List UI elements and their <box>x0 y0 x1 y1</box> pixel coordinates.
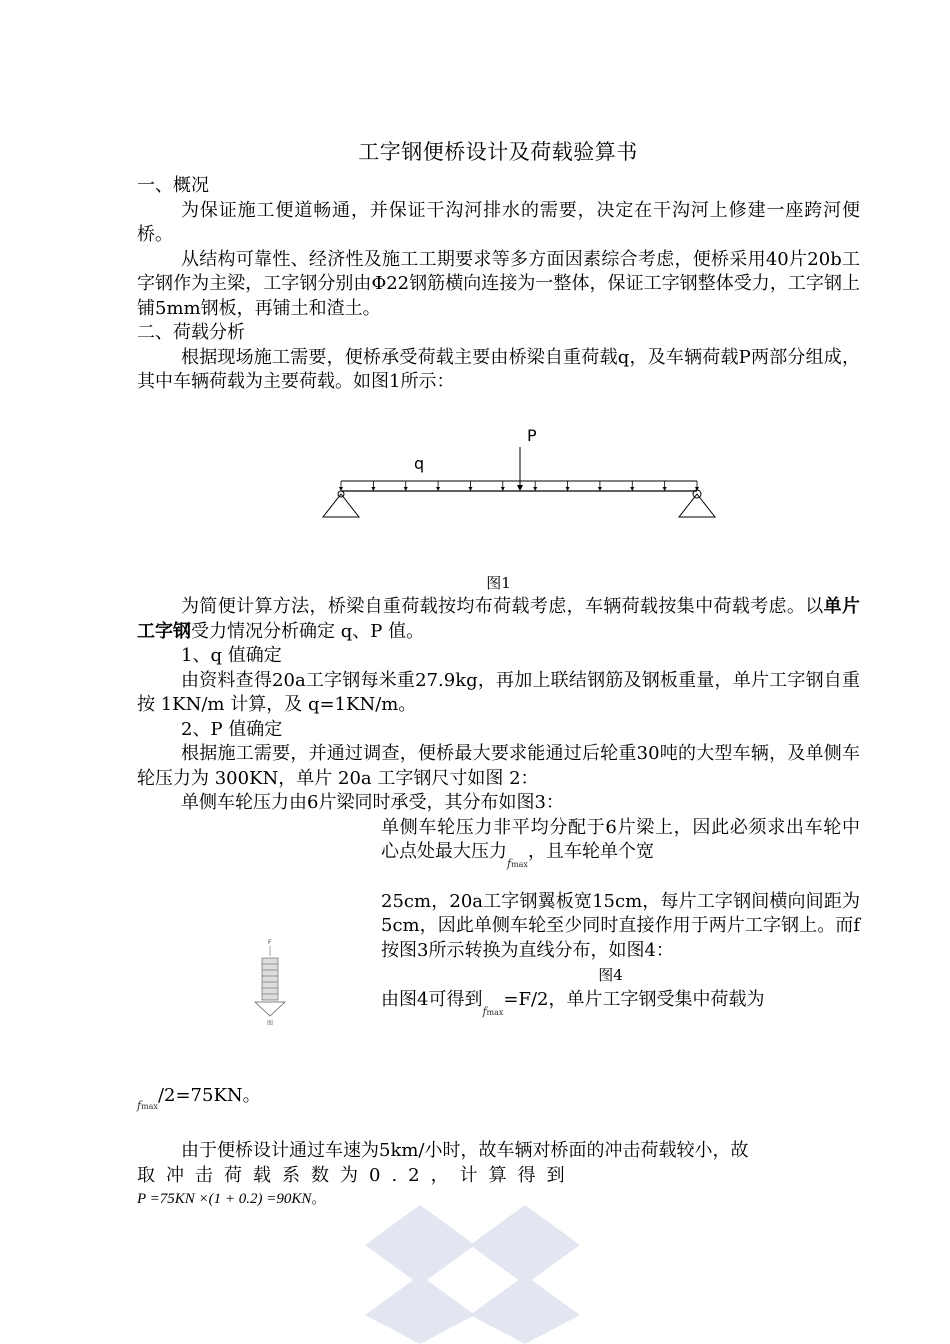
text-run: 由图4可得到 <box>381 988 483 1010</box>
paragraph: 由资料查得20a工字钢每米重27.9kg，再加上联结钢筋及钢板重量，单片工字钢自重按 1KN/m 计算，及 q=1KN/m。 <box>137 669 860 715</box>
fmax-f: f <box>137 1098 142 1112</box>
paragraph: 从结构可靠性、经济性及施工工期要求等多方面因素综合考虑，便桥采用40片20b工字钢作为主梁，工字钢分别由Φ22钢筋横向连接为一整体，保证工字钢整体受力，工字钢上铺5mm钢板，再铺土和渣土。 <box>137 248 860 319</box>
fmax-symbol <box>507 857 528 870</box>
document-body <box>137 174 860 1209</box>
beam-load-diagram <box>137 399 860 571</box>
figure-4-caption: 图4 <box>598 966 623 984</box>
sketch-caption: 图 <box>267 1019 274 1026</box>
load-arrowhead <box>404 487 408 491</box>
sketch-label: F <box>268 938 272 946</box>
formula: P =75KN ×(1 + 0.2) =90KN <box>137 1191 312 1207</box>
load-arrowhead <box>501 487 505 491</box>
label-q: q <box>414 453 425 473</box>
formula-end: 。 <box>311 1189 327 1207</box>
figure-3-image <box>245 936 295 1026</box>
section-heading-overview: 一、概况 <box>137 175 209 196</box>
paragraph <box>137 1084 860 1120</box>
load-arrowhead <box>533 487 537 491</box>
paragraph: 取冲击荷载系数为0.2，计算得到 <box>137 1164 576 1186</box>
left-support <box>323 491 359 517</box>
load-arrowhead <box>630 487 634 491</box>
paragraph <box>381 816 860 890</box>
load-arrowhead <box>468 487 472 491</box>
fmax-sub: max <box>141 1101 158 1111</box>
watermark-logo <box>365 1205 580 1344</box>
paragraph: 由于便桥设计通过车速为5km/小时，故车辆对桥面的冲击荷载较小，故 <box>181 1140 749 1161</box>
point-load-arrowhead <box>517 485 523 491</box>
fmax-f: f <box>507 857 512 870</box>
fmax-f: f <box>482 1004 487 1018</box>
fmax-symbol <box>482 1005 503 1018</box>
load-arrowhead <box>339 487 343 491</box>
load-arrowhead <box>371 487 375 491</box>
paragraph: 为保证施工便道畅通，并保证干沟河排水的需要，决定在干沟河上修建一座跨河便桥。 <box>137 199 860 245</box>
text-run: /2=75KN。 <box>157 1084 261 1106</box>
text-run: 为简便计算方法，桥梁自重荷载按均布荷载考虑，车辆荷载按集中荷载考虑。以 <box>181 596 824 617</box>
text-run: 受力情况分析确定 q、P 值。 <box>191 620 425 642</box>
figure-3-text <box>381 816 860 1038</box>
paragraph: 25cm，20a工字钢翼板宽15cm，每片工字钢间横向间距为5cm，因此单侧车轮至少同时直接作用于两片工字钢上。而f按图3所示转换为直线分布，如图4： <box>381 890 860 961</box>
wheel-load-distribution-sketch <box>245 936 295 1026</box>
bold-text: 单片工字钢 <box>137 596 861 642</box>
paragraph <box>137 595 860 644</box>
section-heading-load-analysis: 二、荷载分析 <box>137 322 245 343</box>
figure-1-caption: 图1 <box>486 573 511 592</box>
watermark-shapes <box>365 1205 580 1344</box>
load-arrowhead <box>436 487 440 491</box>
text-run: ，且车轮单个宽 <box>527 841 654 862</box>
fmax-symbol <box>137 1099 158 1112</box>
figure-3-block <box>137 816 860 1086</box>
text-run: 单侧车轮压力非平均分配于6片梁上，因此必须求出车轮中心点处最大压力 <box>381 816 860 862</box>
page-title: 工字钢便桥设计及荷载验算书 <box>358 140 638 164</box>
load-arrowhead <box>598 487 602 491</box>
load-arrowhead <box>663 487 667 491</box>
load-arrowhead <box>566 487 570 491</box>
paragraph: 根据施工需要，并通过调查，便桥最大要求能通过后轮重30吨的大型车辆，及单侧车轮压力为 300KN，单片 20a 工字钢尺寸如图 2： <box>137 743 860 789</box>
paragraph: 根据现场施工需要，便桥承受荷载主要由桥梁自重荷载q，及车辆荷载P两部分组成，其中车辆荷载为主要荷载。如图1所示： <box>137 346 860 392</box>
figure-1 <box>137 399 860 571</box>
paragraph: 单侧车轮压力由6片梁同时承受，其分布如图3： <box>181 792 564 813</box>
subheading-p: 2、P 值确定 <box>181 718 283 740</box>
fmax-sub: max <box>486 1007 504 1017</box>
paragraph <box>381 988 860 1038</box>
subheading-q: 1、q 值确定 <box>181 645 282 666</box>
text-run: =F/2，单片工字钢受集中荷载为 <box>503 988 765 1010</box>
label-p: P <box>527 425 537 445</box>
fmax-sub: max <box>511 860 528 869</box>
right-support <box>679 490 715 517</box>
